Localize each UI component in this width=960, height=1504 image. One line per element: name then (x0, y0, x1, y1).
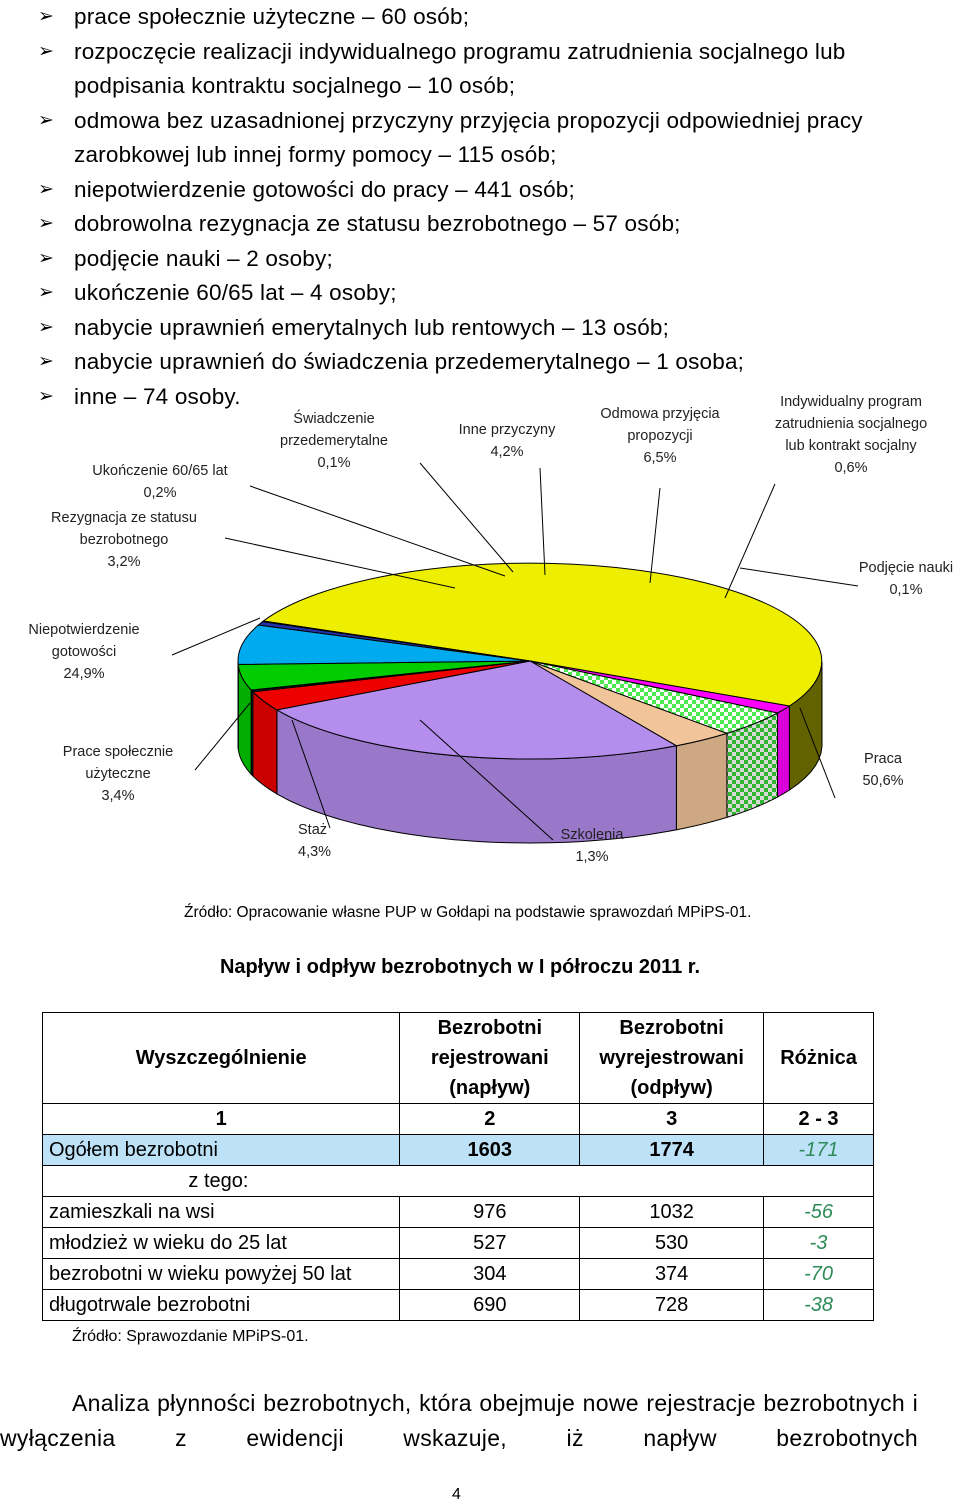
page-number: 4 (452, 1486, 461, 1503)
bullet-item: ➢ niepotwierdzenie gotowości do pracy – 441 osób; (38, 173, 938, 208)
bullet-item: ➢ ukończenie 60/65 lat – 4 osoby; (38, 276, 938, 311)
arrow-bullet-icon: ➢ (38, 247, 55, 269)
leader-line-8 (540, 468, 545, 575)
slice-label: Niepotwierdzenie (28, 621, 140, 638)
slice-label: Podjęcie nauki (858, 559, 954, 576)
slice-label: zatrudnienia socjalnego (774, 415, 928, 432)
arrow-bullet-icon: ➢ (38, 6, 55, 27)
slice-label: 0,2% (143, 484, 177, 501)
slice-label: 0,6% (834, 459, 868, 476)
slice-label: gotowości (51, 643, 117, 660)
arrow-bullet-icon: ➢ (38, 351, 55, 372)
slice-label: bezrobotnego (79, 531, 169, 548)
slice-label: 50,6% (862, 772, 904, 789)
bullet-item: ➢ rozpoczęcie realizacji indywidualnego programu zatrudnienia socjalnego lub podpisania kontraktu socjalnego – 10 osób; (38, 35, 938, 104)
slice-label: 4,2% (490, 443, 524, 460)
bullet-list (38, 0, 938, 414)
flow-table (42, 1012, 874, 1321)
slice-label: Prace społecznie (62, 743, 174, 760)
column-number-row: 1 2 3 2 - 3 (43, 1104, 874, 1135)
bullet-item: ➢ inne – 74 osoby. (38, 380, 938, 415)
slice-label: 3,4% (101, 787, 135, 804)
pie-side-1 (778, 706, 790, 797)
slice-label: 24,9% (63, 665, 105, 682)
arrow-bullet-icon: ➢ (38, 109, 55, 131)
leader-line-5 (225, 538, 455, 588)
table-source: Źródło: Sprawozdanie MPiPS-01. (72, 1328, 309, 1345)
chart-source: Źródło: Opracowanie własne PUP w Gołdapi na podstawie sprawozdań MPiPS-01. (184, 904, 752, 921)
slice-label: 0,1% (317, 454, 351, 471)
pie-side-3 (676, 733, 727, 829)
leader-line-6 (250, 486, 505, 576)
bullet-item: ➢ dobrowolna rezygnacja ze statusu bezrobotnego – 57 osób; (38, 207, 938, 242)
arrow-bullet-icon: ➢ (38, 385, 55, 407)
table-subheader-row: z tego: (43, 1166, 874, 1197)
slice-label: Ukończenie 60/65 lat (92, 462, 228, 479)
arrow-bullet-icon: ➢ (38, 282, 55, 303)
table-row: bezrobotni w wieku powyżej 50 lat 304 374 -70 (43, 1259, 874, 1290)
header-deregistered: Bezrobotni wyrejestrowani (odpływ) (580, 1013, 764, 1104)
slice-label: 6,5% (643, 449, 677, 466)
leader-line-11 (740, 568, 858, 586)
header-difference: Różnica (764, 1013, 874, 1104)
arrow-bullet-icon: ➢ (38, 316, 55, 338)
slice-label: Odmowa przyjęcia (600, 405, 720, 422)
leader-line-9 (650, 488, 660, 583)
table-title: Napływ i odpływ bezrobotnych w I półroczu 2011 r. (219, 956, 701, 978)
arrow-bullet-icon: ➢ (38, 178, 55, 200)
slice-label: Praca (864, 750, 902, 767)
bullet-item: ➢ prace społecznie użyteczne – 60 osób; (38, 0, 938, 35)
slice-label: Indywidualny program (780, 393, 922, 410)
slice-label: 4,3% (298, 843, 332, 860)
bullet-item: ➢ odmowa bez uzasadnionej przyczyny przyjęcia propozycji odpowiedniej pracy zarobkowej lub innej formy pomocy – 115 osób; (38, 104, 938, 173)
slice-label: użyteczne (85, 765, 151, 782)
bullet-item: ➢ podjęcie nauki – 2 osoby; (38, 242, 938, 277)
slice-label: Rezygnacja ze statusu (51, 509, 197, 526)
table-header-row (43, 1013, 874, 1104)
table-total-row: Ogółem bezrobotni 1603 1774 -171 (43, 1135, 874, 1166)
slice-label: 0,1% (889, 581, 923, 598)
bullet-item: ➢ nabycie uprawnień emerytalnych lub rentowych – 13 osób; (38, 311, 938, 346)
body-paragraph: Analiza płynności bezrobotnych, która obejmuje nowe rejestracje bezrobotnych i wyłączenia z ewidencji wskazuje, iż napływ bezrobotnych (0, 1390, 918, 1451)
slice-label: Szkolenia (560, 826, 624, 843)
slice-label: Świadczenie (293, 410, 375, 427)
table-row: młodzież w wieku do 25 lat 527 530 -3 (43, 1228, 874, 1259)
pie-tops (238, 563, 822, 759)
header-description: Wyszczególnienie (43, 1013, 400, 1104)
slice-label: Staż (298, 821, 328, 838)
slice-label: Inne przyczyny (458, 421, 556, 438)
table-row: zamieszkali na wsi 976 1032 -56 (43, 1197, 874, 1228)
slice-label: 3,2% (107, 553, 141, 570)
arrow-bullet-icon: ➢ (38, 213, 55, 234)
slice-label: przedemerytalne (280, 432, 388, 449)
leader-line-7 (420, 463, 513, 572)
arrow-bullet-icon: ➢ (38, 40, 55, 62)
table-row: długotrwale bezrobotni 690 728 -38 (43, 1290, 874, 1321)
leader-line-10 (725, 484, 775, 598)
header-registered: Bezrobotni rejestrowani (napływ) (400, 1013, 580, 1104)
slice-label: propozycji (627, 427, 693, 444)
slice-label: 1,3% (575, 848, 609, 865)
bullet-item: ➢ nabycie uprawnień do świadczenia przedemerytalnego – 1 osoba; (38, 345, 938, 380)
slice-label: lub kontrakt socjalny (785, 437, 917, 454)
